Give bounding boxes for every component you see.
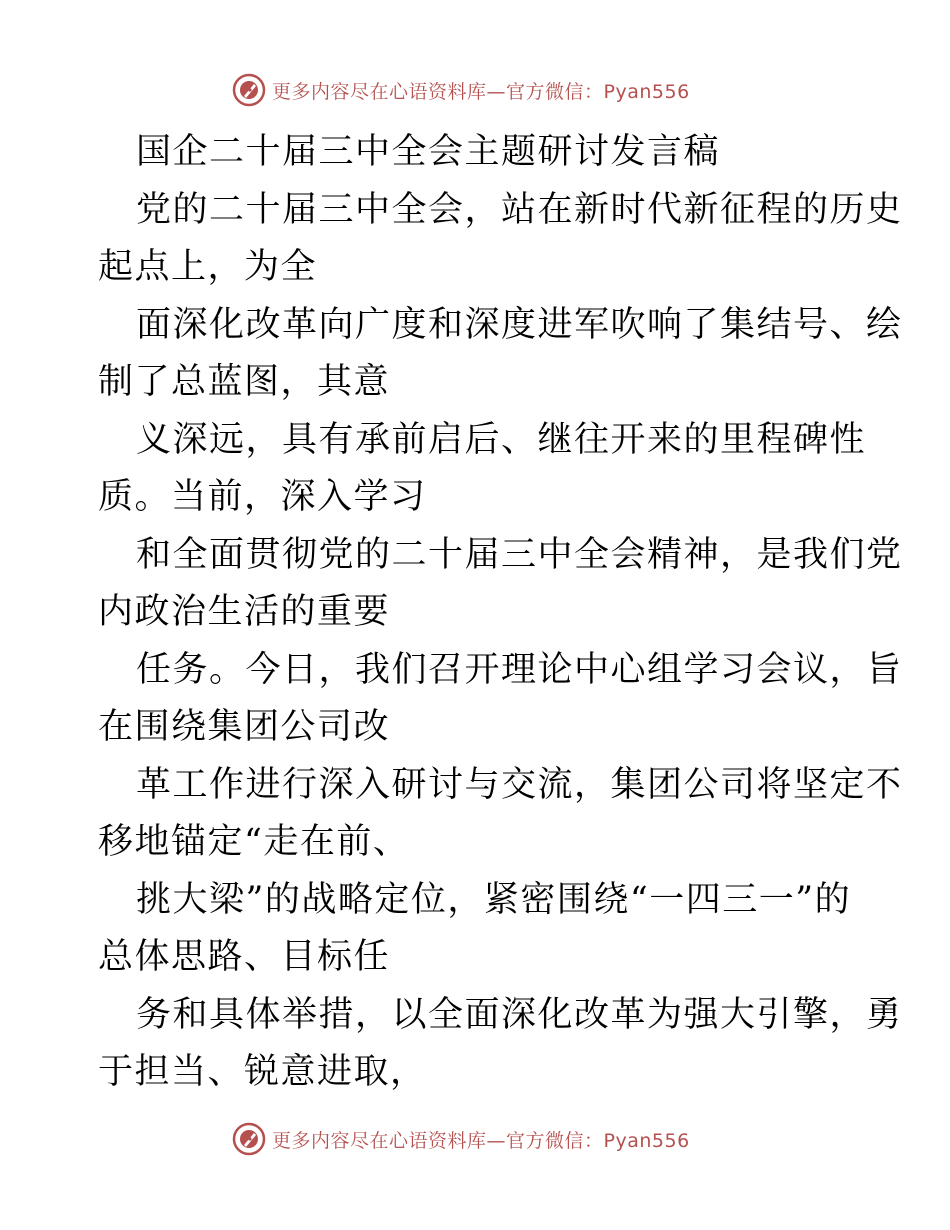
text-line: 党的二十届三中全会，站在新时代新征程的历史 xyxy=(136,189,903,230)
text-line: 于担当、锐意进取， xyxy=(98,1052,427,1092)
text-line: 移地锚定“走在前、 xyxy=(98,822,410,862)
text-line: 任务。今日，我们召开理论中心组学习会议，旨 xyxy=(136,649,903,690)
text-line: 和全面贯彻党的二十届三中全会精神，是我们党 xyxy=(136,534,903,575)
text-line: 在围绕集团公司改 xyxy=(98,707,391,747)
text-line: 制了总蓝图，其意 xyxy=(98,362,391,402)
text-line: 内政治生活的重要 xyxy=(98,592,391,632)
text-line: 总体思路、目标任 xyxy=(98,937,391,977)
watermark-header xyxy=(232,72,690,108)
watermark-footer xyxy=(232,1121,690,1157)
text-line: 义深远，具有承前启后、继往开来的里程碑性 xyxy=(136,419,867,460)
text-line: 革工作进行深入研讨与交流，集团公司将坚定不 xyxy=(136,764,903,805)
text-line: 质。当前，深入学习 xyxy=(98,477,427,517)
document-body xyxy=(98,124,903,1102)
pen-nib-circle-icon xyxy=(232,1122,266,1156)
watermark-text: 更多内容尽在心语资料库—官方微信：Pyan556 xyxy=(272,80,690,103)
watermark-text: 更多内容尽在心语资料库—官方微信：Pyan556 xyxy=(272,1129,690,1152)
pen-nib-circle-icon xyxy=(232,73,266,107)
document-title: 国企二十届三中全会主题研讨发言稿 xyxy=(136,132,721,172)
text-line: 务和具体举措，以全面深化改革为强大引擎，勇 xyxy=(136,994,903,1035)
text-line: 面深化改革向广度和深度进军吹响了集结号、绘 xyxy=(136,304,903,345)
text-line: 挑大梁”的战略定位，紧密围绕“一四三一”的 xyxy=(136,879,852,920)
text-line: 起点上，为全 xyxy=(98,247,318,287)
